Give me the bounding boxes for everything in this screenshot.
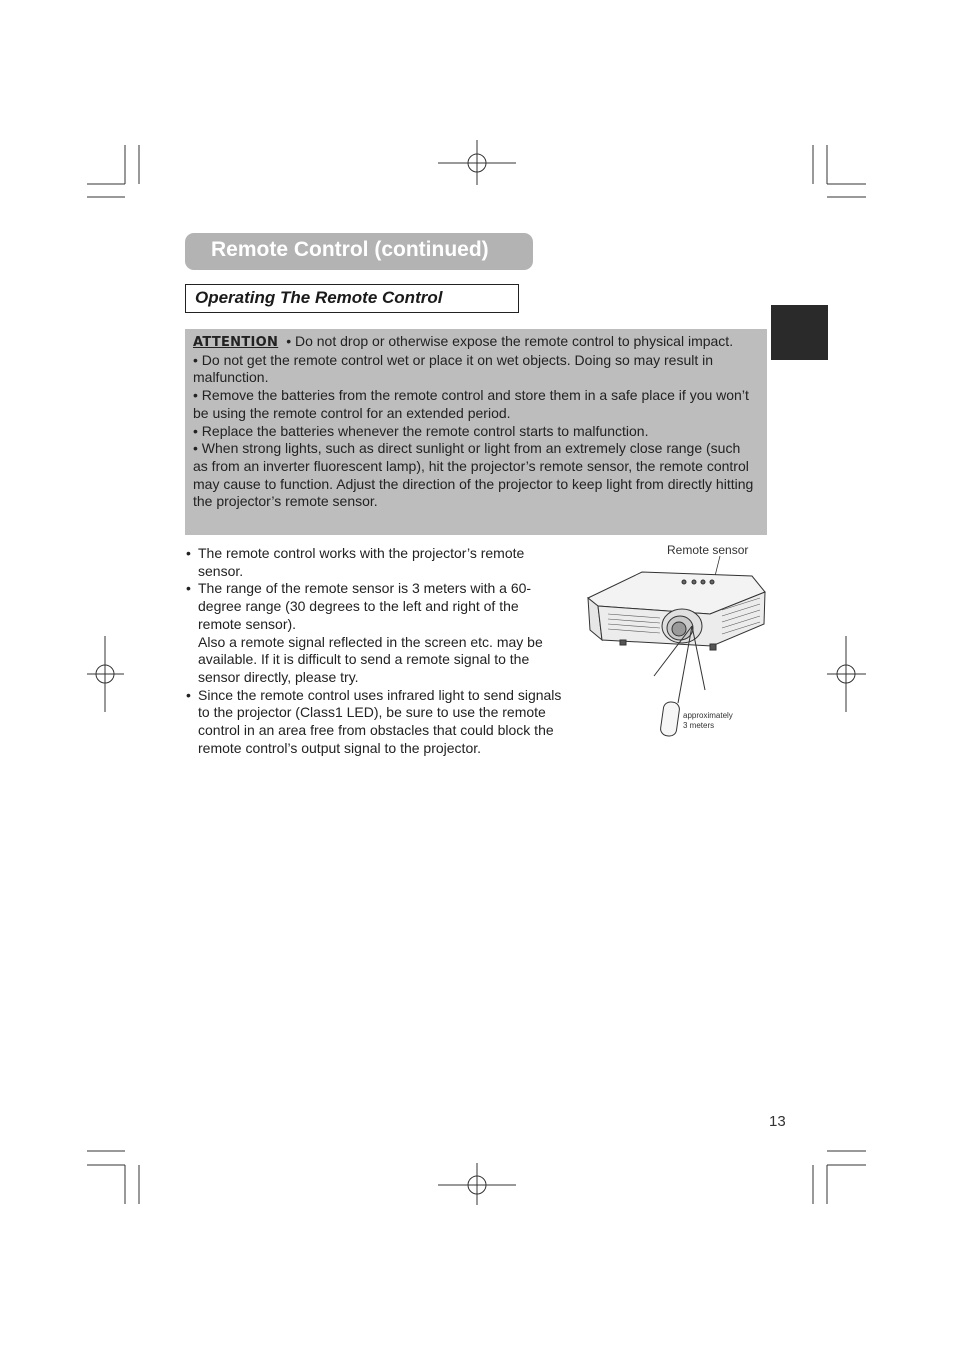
section-heading: Operating The Remote Control (195, 288, 443, 307)
page-title: Remote Control (continued) (211, 238, 489, 261)
bullet-symbol: • (186, 580, 191, 597)
distance-label-line2: 3 meters (683, 721, 715, 730)
distance-label-line1: approximately (683, 711, 733, 720)
remote-sensor-label: Remote sensor (667, 543, 749, 557)
attention-item: • Do not get the remote control wet or place it on wet objects. Doing so may result in malfunction. (193, 351, 714, 386)
list-item-text: The range of the remote sensor is 3 meters with a 60-degree range (30 degrees to the left and right of the remote sensor). (198, 580, 532, 632)
list-item-text: The remote control works with the projector’s remote sensor. (198, 545, 525, 579)
chapter-tab (771, 305, 828, 360)
attention-item: • Replace the batteries whenever the remote control starts to malfunction. (193, 422, 649, 439)
list-item-subtext: Also a remote signal reflected in the screen etc. may be available. If it is difficult to send a remote signal to the sensor directly, please try. (198, 633, 543, 685)
instruction-list (186, 545, 566, 757)
list-item (186, 545, 566, 580)
attention-item-text: • Do not drop or otherwise expose the remote control to physical impact. (286, 333, 734, 349)
list-item-text: Since the remote control uses infrared light to send signals to the projector (Class1 LED), be sure to use the remote control in an area free from obstacles that could block the remote control’s output signal to the projector. (198, 686, 562, 756)
page-title-tab (185, 233, 533, 270)
list-item (186, 687, 566, 758)
attention-box (185, 329, 767, 535)
list-item (186, 580, 566, 686)
section-heading-box (185, 284, 519, 313)
bullet-symbol: • (186, 686, 191, 703)
bullet-symbol: • (186, 545, 191, 561)
page-number: 13 (769, 1113, 786, 1130)
attention-item: • Remove the batteries from the remote control and store them in a safe place if you won’t be using the remote control for an extended period. (193, 387, 749, 421)
attention-label: ATTENTION (193, 335, 279, 350)
projector-illustration (580, 540, 770, 740)
attention-item: • When strong lights, such as direct sunlight or light from an extremely close range (such as from an inverter fluorescent lamp), hit the projector’s remote sensor, the remote control may cause to function. Adjust the direction of the projector to keep light from directly hitting the projector’s remote sensor. (193, 440, 754, 510)
attention-item (193, 333, 755, 352)
